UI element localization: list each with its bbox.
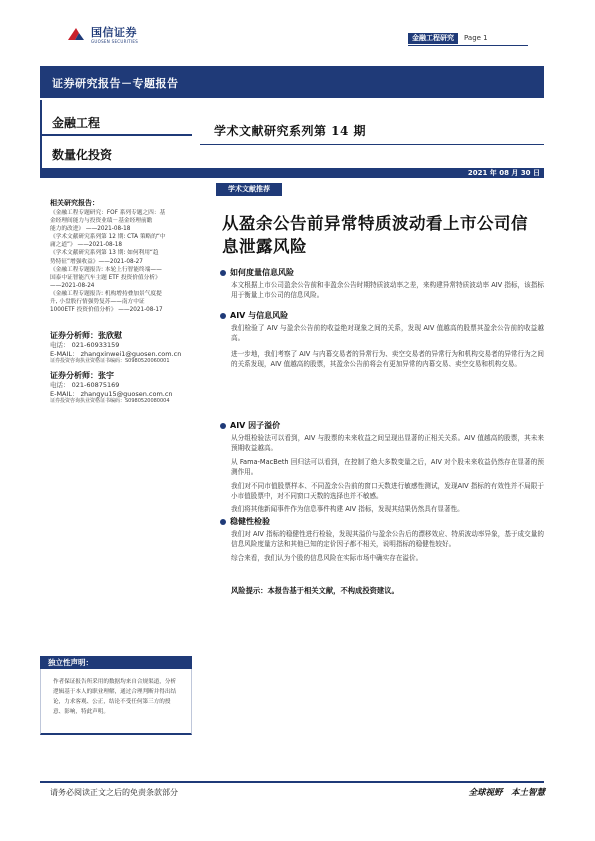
section-paragraph: 我们对 AIV 指标的稳健性进行检验，发现其溢价与盈余公告后的漂移效应、特质波动率异象，基于成交量的信息风险度量方法和其他已知的定价因子都不相关，说明指标的稳健性较好。: [231, 530, 544, 549]
analyst-phone: 电话： 021-60933159: [50, 341, 120, 349]
section-paragraph: 我们检验了 AIV 与盈余公告前的收益绝对现象之间的关系，发现 AIV 值越高的股票其盈余公告前的收益越高。: [231, 324, 544, 343]
independence-statement: [40, 656, 192, 735]
related-reports: [50, 198, 202, 314]
related-report-line: 《金融工程专题报告: 机构增持叠加景气度提: [50, 290, 162, 297]
related-report-line: ——2021-08-24: [50, 282, 95, 289]
analyst-email[interactable]: E-MAIL： zhangxinwei1@guosen.com.cn: [50, 349, 182, 358]
analyst-cert: 证券投资咨询执业资格证书编码：S0980520060001: [50, 358, 170, 364]
section-label: 金融工程研究: [408, 33, 458, 44]
analyst-name: 证券分析师：张欣慰: [50, 331, 122, 340]
related-report-line: 国泰中证智能汽车主题 ETF 投资价值分析》: [50, 274, 161, 281]
related-reports-title: 相关研究报告：: [50, 199, 99, 207]
report-type: 证券研究报告－专题报告: [52, 77, 179, 90]
analyst-card: [50, 370, 202, 405]
related-report-line: 能力的改进》 ——2021-08-18: [50, 226, 131, 233]
section-paragraph: 我们对不同市值股票样本、不同盈余公告前的窗口天数进行敏感性测试，发现AIV 指标的有效性并不局限于小市值股票中，对不同窗口天数的选择也并不敏感。: [231, 481, 544, 501]
related-report-line: 《学术文献研究系列第 12 期: CTA 策略的“中: [50, 234, 166, 241]
main-title: 从盈余公告前异常特质波动看上市公司信息泄露风险: [222, 214, 528, 256]
section-paragraph: 本文根据上市公司盈余公告前和非盈余公告时期特质波动率之差，来构建异常特质波动率 AIV 指标，该指标用于衡量上市公司的信息风险。: [231, 281, 544, 300]
summary-section: [220, 267, 544, 301]
series-title: 学术文献研究系列第 14 期: [214, 124, 367, 138]
analyst-card: [50, 330, 202, 365]
report-type-band: [40, 66, 544, 98]
summary-section: [220, 420, 544, 515]
analyst-email[interactable]: E-MAIL： zhangyu15@guosen.com.cn: [50, 389, 173, 398]
related-report-line: 《学术文献研究系列第 13 期: 如何利用“趋: [50, 250, 159, 257]
section-heading: 稳健性检验: [230, 517, 270, 526]
related-report-line: 庸之道”》 ——2021-08-18: [50, 242, 122, 249]
bullet-icon: [220, 313, 226, 319]
section-heading: AIV 因子溢价: [230, 421, 281, 430]
risk-warning: 风险提示：本报告基于相关文献，不构成投资建议。: [231, 586, 399, 595]
date-bar: [40, 168, 544, 178]
bullet-icon: [220, 423, 226, 429]
footer-slogan: 全球视野 本土智慧: [468, 788, 545, 798]
category-label: 数量化投资: [52, 148, 113, 162]
section-paragraph: 进一步地，我们考察了 AIV 与内幕交易者的异常行为、卖空交易者的异常行为和机构交易者的异常行为之间的关系发现，AIV 值越高的股票，其盈余公告前将会有更加异常的内幕交易、卖空交易和机构交易。: [231, 349, 544, 369]
section-paragraph: 从分组检验法可以看到，AIV 与股票的未来收益之间呈现出显著的正相关关系。AIV 值越高的股票，其未来预期收益越高。: [231, 434, 544, 453]
related-report-line: 《金融工程专题报告: 本轮上行智能终端——: [50, 266, 162, 273]
report-tag: 学术文献推荐: [216, 183, 282, 196]
summary-section: [220, 310, 544, 370]
page-number: Page 1: [464, 33, 488, 42]
series-divider: [200, 144, 544, 145]
related-report-line: 势特征”增强收益》——2021-08-27: [50, 258, 143, 265]
section-paragraph: 我们将其他新闻事件作为信息事件构建 AIV 指标，发现其结果仍然具有显著性。: [231, 505, 464, 514]
category-primary: [40, 106, 192, 136]
related-report-line: 《金融工程专题研究：FOF 系列专题之四：基: [50, 210, 166, 216]
header-divider: [408, 45, 528, 46]
analyst-name: 证券分析师：张宇: [50, 371, 114, 380]
section-paragraph: 综合来看，我们认为个股的信息风险在实际市场中确实存在溢价。: [231, 553, 423, 562]
bullet-icon: [220, 270, 226, 276]
section-paragraph: 从 Fama-MacBeth 回归法可以看到，在控制了绝大多数变量之后，AIV 对个股未来收益仍然存在显著的预测作用。: [231, 457, 544, 477]
logo-mark-icon: [66, 26, 86, 44]
category-label: 金融工程: [52, 116, 101, 130]
logo-name-cn: 国信证券: [91, 25, 137, 39]
footer-divider: [40, 781, 544, 783]
bullet-icon: [220, 519, 226, 525]
statement-title: 独立性声明：: [40, 656, 192, 669]
footer-disclaimer-note: 请务必阅读正文之后的免责条款部分: [50, 788, 178, 797]
related-report-line: 金经理间能力与投资业绩－基金经理前瞻: [50, 218, 153, 225]
analyst-cert: 证券投资咨询执业资格证书编码：S0980520080004: [50, 398, 170, 404]
summary-section: [220, 516, 544, 563]
report-date: 2021 年 08 月 30 日: [467, 169, 540, 177]
page-header: [408, 32, 528, 44]
statement-body: 作者保证报告所采用的数据均来自合规渠道，分析逻辑基于本人的职业理解，通过合理判断并得出结论，力求客观、公正，结论不受任何第三方的授意、影响，特此声明。: [40, 669, 192, 735]
analyst-phone: 电话： 021-60875169: [50, 381, 120, 389]
related-report-line: 升, 小盘股行情强势复苏——南方中证: [50, 299, 145, 306]
related-report-line: 1000ETF 投资价值分析》 ——2021-08-17: [50, 307, 163, 314]
section-heading: 如何度量信息风险: [230, 268, 294, 277]
category-secondary: [40, 138, 192, 168]
company-logo: [66, 26, 138, 44]
section-heading: AIV 与信息风险: [230, 311, 289, 320]
logo-name-en: GUOSEN SECURITIES: [91, 38, 139, 44]
